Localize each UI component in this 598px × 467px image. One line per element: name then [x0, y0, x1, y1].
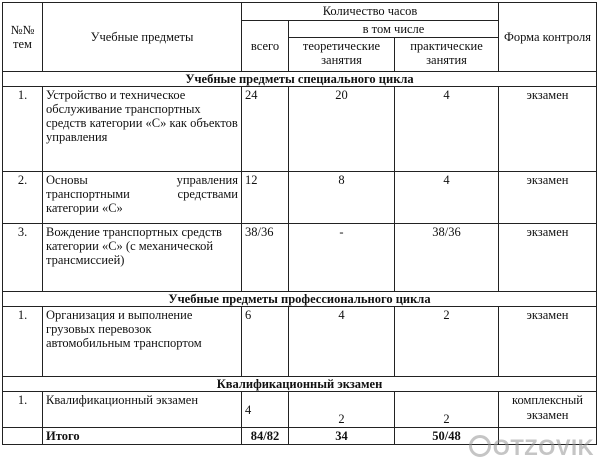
row-theory: 2: [289, 392, 395, 428]
row-practice: 2: [395, 392, 499, 428]
header-subjects: Учебные предметы: [43, 3, 242, 72]
section-title: Квалификационный экзамен: [3, 377, 597, 392]
table-row: [3, 172, 597, 224]
table-row: [3, 307, 597, 377]
row-num: 3.: [3, 224, 43, 292]
row-control: экзамен: [499, 224, 597, 292]
section-title: Учебные предметы профессионального цикла: [3, 292, 597, 307]
row-practice: 2: [395, 307, 499, 377]
row-practice: 38/36: [395, 224, 499, 292]
row-subject: Вождение транспортных средств категории «С» (с механической трансмиссией): [43, 224, 242, 292]
row-num: 1.: [3, 87, 43, 172]
watermark: OTZOVIK: [469, 435, 594, 461]
row-total: 6: [242, 307, 289, 377]
header-practice: практические занятия: [395, 38, 499, 72]
row-subject: Организация и выполнение грузовых перевозок автомобильным транспортом: [43, 307, 242, 377]
row-control: комплексный экзамен: [499, 392, 597, 428]
row-theory: 4: [289, 307, 395, 377]
row-total: 4: [242, 392, 289, 428]
header-incl: в том числе: [289, 21, 499, 38]
header-total: всего: [242, 21, 289, 72]
row-subject: Основы управления транспортными средствами категории «С»: [43, 172, 242, 224]
header-hours: Количество часов: [242, 3, 499, 21]
section-title: Учебные предметы специального цикла: [3, 72, 597, 87]
row-control: экзамен: [499, 172, 597, 224]
row-num: 2.: [3, 172, 43, 224]
totals-total: 84/82: [242, 428, 289, 445]
curriculum-table: [2, 2, 597, 445]
header-control: Форма контроля: [499, 3, 597, 72]
row-theory: 20: [289, 87, 395, 172]
row-control: экзамен: [499, 87, 597, 172]
row-total: 12: [242, 172, 289, 224]
row-practice: 4: [395, 172, 499, 224]
row-subject: Устройство и техническое обслуживание транспортных средств категории «С» как объектов управления: [43, 87, 242, 172]
watermark-logo-icon: [469, 435, 491, 457]
row-theory: 8: [289, 172, 395, 224]
totals-label: Итого: [43, 428, 242, 445]
row-subject: Квалификационный экзамен: [43, 392, 242, 428]
row-total: 24: [242, 87, 289, 172]
totals-theory: 34: [289, 428, 395, 445]
table-row: [3, 224, 597, 292]
row-theory: -: [289, 224, 395, 292]
row-total: 38/36: [242, 224, 289, 292]
table-row: [3, 87, 597, 172]
header-num: №№ тем: [3, 3, 43, 72]
row-practice: 4: [395, 87, 499, 172]
row-num: 1.: [3, 392, 43, 428]
table-row: [3, 392, 597, 428]
header-theory: теоретические занятия: [289, 38, 395, 72]
row-control: экзамен: [499, 307, 597, 377]
totals-practice: 50/48: [395, 428, 499, 445]
row-num: 1.: [3, 307, 43, 377]
